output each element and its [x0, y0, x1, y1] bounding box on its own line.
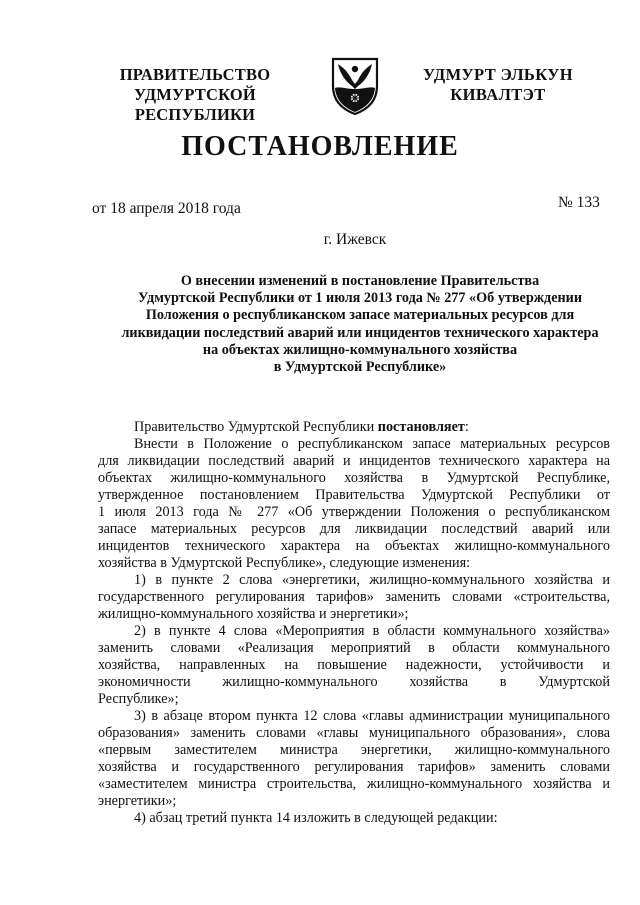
list-item-3-line: энергетики»; [98, 793, 177, 809]
body-line: инцидентов технического характера на объектах жилищно-коммунального [98, 538, 610, 554]
issuer-name-russian [80, 65, 310, 125]
body-line: объектах жилищно-коммунального хозяйства в Удмуртской Республике, [98, 470, 610, 486]
list-item-2-line: экономичности жилищно-коммунального хозяйства в Удмуртской [98, 674, 610, 690]
list-item-1-line: 1) в пункте 2 слова «энергетики, жилищно-коммунального хозяйства и [134, 572, 610, 588]
opening-tail: : [464, 419, 469, 435]
issuer-udmurt-line-2: КИВАЛТЭТ [450, 85, 546, 104]
body-line: хозяйства в Удмуртской Республике», следующие изменения: [98, 555, 471, 571]
list-item-3-line: образования» заменить словами «главы муниципального образования», слова [98, 725, 610, 741]
list-item-2-line: 2) в пункте 4 слова «Мероприятия в области коммунального хозяйства» [134, 623, 610, 639]
body-line: запасе материальных ресурсов для ликвидации последствий аварий или [98, 521, 610, 537]
list-item-3-line: «первым заместителем министра энергетики, жилищно-коммунального [98, 742, 610, 758]
list-item-3-line: 3) в абзаце втором пункта 12 слова «главы администрации муниципального [134, 708, 610, 724]
subject-line: Удмуртской Республики от 1 июля 2013 года № 277 «Об утверждении [137, 290, 583, 307]
subject-line: в Удмуртской Республике» [273, 359, 447, 376]
document-subject [100, 273, 620, 376]
body-line: Внести в Положение о республиканском запасе материальных ресурсов [134, 436, 610, 452]
document-date: от 18 апреля 2018 года [92, 200, 241, 217]
subject-line: Положения о республиканском запасе материальных ресурсов для [145, 307, 575, 324]
body-line: утвержденное постановлением Правительства Удмуртской Республики от [98, 487, 610, 503]
list-item-4-line: 4) абзац третий пункта 14 изложить в следующей редакции: [134, 810, 498, 826]
opening-text: Правительство Удмуртской Республики [134, 419, 378, 435]
list-item-2-line: хозяйства, направленных на повышение надежности, устойчивости и [98, 657, 610, 673]
list-item-2-line: заменить словами «Реализация мероприятий в области коммунального [98, 640, 610, 656]
subject-line: О внесении изменений в постановление Правительства [180, 273, 540, 289]
list-item-3-line: хозяйства и государственного регулирования тарифов» заменить словами [98, 759, 610, 775]
subject-line: ликвидации последствий аварий или инцидентов технического характера [121, 324, 599, 341]
issuer-line-2: УДМУРТСКОЙ РЕСПУБЛИКИ [134, 85, 256, 124]
document-city: г. Ижевск [323, 231, 387, 248]
subject-line: на объектах жилищно-коммунального хозяйства [202, 341, 518, 358]
issuer-udmurt-line-1: УДМУРТ ЭЛЬКУН [422, 65, 574, 84]
body-line: для ликвидации последствий аварий и инцидентов технического характера на [98, 453, 610, 469]
list-item-2-line: Республике»; [98, 691, 179, 707]
body-line: 1 июля 2013 года № 277 «Об утверждении Положения о республиканском [98, 504, 610, 520]
list-item-1-line: государственного регулирования тарифов» заменить словами «строительства, [98, 589, 610, 605]
opening-paragraph [98, 419, 610, 436]
issuer-name-udmurt [418, 65, 578, 105]
coat-of-arms-icon [330, 56, 380, 116]
list-item-3-line: «заместителем министра строительства, жилищно-коммунального хозяйства и [98, 776, 610, 792]
opening-verb: постановляет [377, 419, 465, 435]
document-number: № 133 [558, 194, 600, 211]
issuer-line-1: ПРАВИТЕЛЬСТВО [119, 65, 271, 84]
document-type-title: ПОСТАНОВЛЕНИЕ [181, 131, 459, 162]
document-body [98, 419, 610, 827]
list-item-1-line: жилищно-коммунального хозяйства и энергетики»; [98, 606, 409, 622]
